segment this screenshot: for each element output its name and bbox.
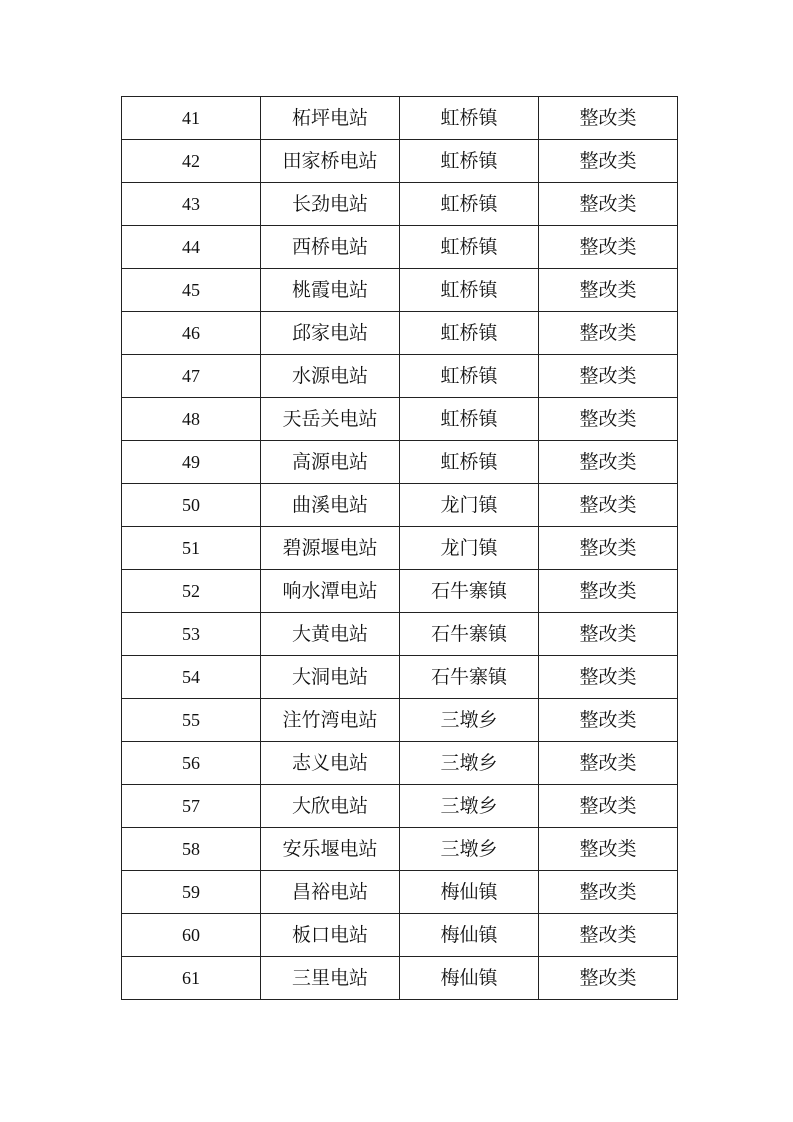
town-cell: 三墩乡 [400,699,539,742]
row-number-cell: 54 [122,656,261,699]
category-cell: 整改类 [539,269,678,312]
station-name-cell: 碧源堰电站 [261,527,400,570]
category-cell: 整改类 [539,785,678,828]
town-cell: 虹桥镇 [400,226,539,269]
town-cell: 虹桥镇 [400,355,539,398]
town-cell: 虹桥镇 [400,441,539,484]
station-name-cell: 桃霞电站 [261,269,400,312]
table-row [122,226,678,269]
table-row [122,140,678,183]
row-number-cell: 50 [122,484,261,527]
town-cell: 石牛寨镇 [400,570,539,613]
table-row [122,656,678,699]
row-number-cell: 45 [122,269,261,312]
row-number-cell: 60 [122,914,261,957]
station-name-cell: 昌裕电站 [261,871,400,914]
row-number-cell: 42 [122,140,261,183]
row-number-cell: 49 [122,441,261,484]
station-name-cell: 柘坪电站 [261,97,400,140]
town-cell: 石牛寨镇 [400,613,539,656]
category-cell: 整改类 [539,527,678,570]
station-name-cell: 天岳关电站 [261,398,400,441]
station-name-cell: 安乐堰电站 [261,828,400,871]
station-name-cell: 板口电站 [261,914,400,957]
table-row [122,183,678,226]
category-cell: 整改类 [539,613,678,656]
row-number-cell: 41 [122,97,261,140]
row-number-cell: 57 [122,785,261,828]
town-cell: 虹桥镇 [400,269,539,312]
table-row [122,355,678,398]
row-number-cell: 48 [122,398,261,441]
category-cell: 整改类 [539,656,678,699]
station-name-cell: 田家桥电站 [261,140,400,183]
town-cell: 梅仙镇 [400,871,539,914]
station-name-cell: 曲溪电站 [261,484,400,527]
town-cell: 虹桥镇 [400,140,539,183]
category-cell: 整改类 [539,183,678,226]
row-number-cell: 47 [122,355,261,398]
station-name-cell: 志义电站 [261,742,400,785]
row-number-cell: 44 [122,226,261,269]
table-row [122,441,678,484]
row-number-cell: 51 [122,527,261,570]
category-cell: 整改类 [539,484,678,527]
row-number-cell: 58 [122,828,261,871]
row-number-cell: 61 [122,957,261,1000]
table-row [122,914,678,957]
table-row [122,398,678,441]
category-cell: 整改类 [539,570,678,613]
category-cell: 整改类 [539,871,678,914]
table-row [122,613,678,656]
station-name-cell: 三里电站 [261,957,400,1000]
row-number-cell: 55 [122,699,261,742]
table-row [122,871,678,914]
town-cell: 梅仙镇 [400,914,539,957]
town-cell: 虹桥镇 [400,183,539,226]
category-cell: 整改类 [539,914,678,957]
row-number-cell: 53 [122,613,261,656]
station-name-cell: 邱家电站 [261,312,400,355]
station-name-cell: 大洞电站 [261,656,400,699]
table-row [122,484,678,527]
station-name-cell: 高源电站 [261,441,400,484]
station-table-body [122,97,678,1000]
row-number-cell: 52 [122,570,261,613]
town-cell: 虹桥镇 [400,312,539,355]
table-row [122,785,678,828]
town-cell: 三墩乡 [400,828,539,871]
table-row [122,828,678,871]
table-row [122,742,678,785]
table-row [122,957,678,1000]
row-number-cell: 43 [122,183,261,226]
table-row [122,269,678,312]
station-name-cell: 大黄电站 [261,613,400,656]
station-name-cell: 响水潭电站 [261,570,400,613]
station-table [121,96,678,1000]
category-cell: 整改类 [539,312,678,355]
category-cell: 整改类 [539,742,678,785]
row-number-cell: 56 [122,742,261,785]
station-name-cell: 长劲电站 [261,183,400,226]
station-name-cell: 水源电站 [261,355,400,398]
town-cell: 虹桥镇 [400,97,539,140]
table-row [122,312,678,355]
category-cell: 整改类 [539,441,678,484]
category-cell: 整改类 [539,957,678,1000]
category-cell: 整改类 [539,355,678,398]
town-cell: 三墩乡 [400,742,539,785]
town-cell: 龙门镇 [400,484,539,527]
category-cell: 整改类 [539,828,678,871]
category-cell: 整改类 [539,226,678,269]
station-name-cell: 西桥电站 [261,226,400,269]
category-cell: 整改类 [539,699,678,742]
station-name-cell: 大欣电站 [261,785,400,828]
category-cell: 整改类 [539,398,678,441]
station-name-cell: 注竹湾电站 [261,699,400,742]
town-cell: 三墩乡 [400,785,539,828]
town-cell: 梅仙镇 [400,957,539,1000]
town-cell: 虹桥镇 [400,398,539,441]
category-cell: 整改类 [539,97,678,140]
table-row [122,699,678,742]
row-number-cell: 59 [122,871,261,914]
category-cell: 整改类 [539,140,678,183]
town-cell: 石牛寨镇 [400,656,539,699]
table-row [122,97,678,140]
table-row [122,527,678,570]
table-row [122,570,678,613]
town-cell: 龙门镇 [400,527,539,570]
row-number-cell: 46 [122,312,261,355]
